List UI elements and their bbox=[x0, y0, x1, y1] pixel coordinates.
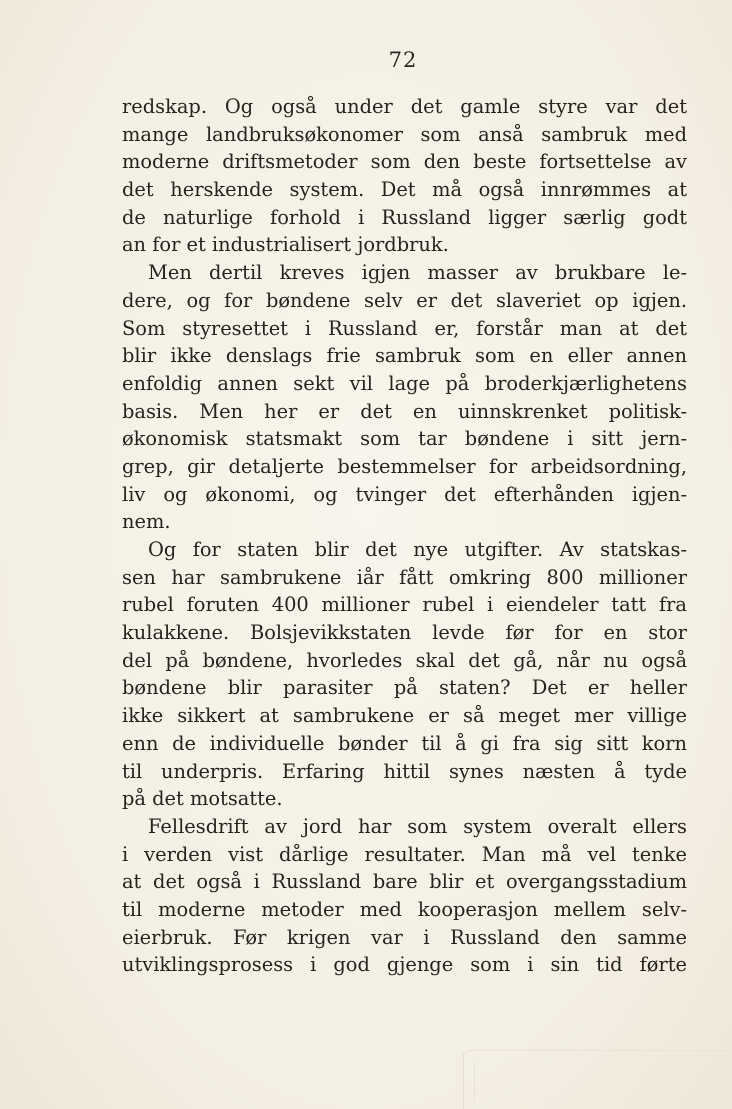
body-text bbox=[122, 93, 687, 979]
text-line: de naturlige forhold i Russland ligger særlig godt bbox=[122, 205, 687, 229]
text-line: økonomisk statsmakt som tar bøndene i sitt jern- bbox=[122, 427, 687, 451]
text-line: enn de individuelle bønder til å gi fra sig sitt korn bbox=[122, 731, 687, 755]
text-line: utviklingsprosess i god gjenge som i sin tid førte bbox=[122, 953, 687, 977]
text-line: Og for staten blir det nye utgifter. Av statskas- bbox=[148, 538, 687, 561]
text-line: at det også i Russland bare blir et overgangsstadium bbox=[122, 870, 687, 894]
text-line: mange landbruksøkonomer som anså sambruk med bbox=[122, 122, 687, 146]
page-corner-decoration bbox=[463, 1050, 732, 1109]
text-line: Som styresettet i Russland er, forstår man at det bbox=[122, 316, 687, 340]
text-line: kulakkene. Bolsjevikkstaten levde før for en stor bbox=[122, 621, 687, 645]
text-line: sen har sambrukene iår fått omkring 800 millioner bbox=[122, 565, 687, 589]
text-line: Men dertil kreves igjen masser av brukbare le- bbox=[148, 261, 687, 285]
text-line: del på bøndene, hvorledes skal det gå, når nu også bbox=[122, 648, 687, 672]
text-line: det herskende system. Det må også innrømmes at bbox=[122, 178, 687, 202]
text-line: redskap. Og også under det gamle styre var det bbox=[122, 95, 687, 118]
text-line: rubel foruten 400 millioner rubel i eiendeler tatt fra bbox=[122, 593, 687, 617]
text-line: nem. bbox=[122, 510, 171, 534]
text-line: til underpris. Erfaring hittil synes næsten å tyde bbox=[122, 759, 687, 783]
text-line: basis. Men her er det en uinnskrenket politisk- bbox=[122, 399, 687, 423]
text-line: enfoldig annen sekt vil lage på broderkjærlighetens bbox=[122, 371, 687, 395]
text-line: eierbruk. Før krigen var i Russland den samme bbox=[122, 925, 687, 949]
text-line: Fellesdrift av jord har som system overalt ellers bbox=[148, 814, 687, 838]
text-line: moderne driftsmetoder som den beste fortsettelse av bbox=[122, 150, 687, 174]
text-line: dere, og for bøndene selv er det slaveriet op igjen. bbox=[122, 288, 687, 312]
text-line: bøndene blir parasiter på staten? Det er heller bbox=[122, 676, 687, 700]
page-corner-inner-line bbox=[474, 1061, 725, 1101]
text-line: i verden vist dårlige resultater. Man må vel tenke bbox=[122, 842, 687, 866]
text-line: liv og økonomi, og tvinger det efterhånden igjen- bbox=[122, 482, 687, 506]
text-line: grep, gir detaljerte bestemmelser for arbeidsordning, bbox=[122, 454, 687, 478]
text-line: an for et industrialisert jordbruk. bbox=[122, 233, 449, 257]
text-line: på det motsatte. bbox=[122, 787, 283, 811]
text-line: blir ikke denslags frie sambruk som en eller annen bbox=[122, 344, 687, 368]
text-line: til moderne metoder med kooperasjon mellem selv- bbox=[122, 897, 687, 921]
text-line: ikke sikkert at sambrukene er så meget mer villige bbox=[122, 704, 687, 728]
page-number: 72 bbox=[388, 48, 418, 72]
